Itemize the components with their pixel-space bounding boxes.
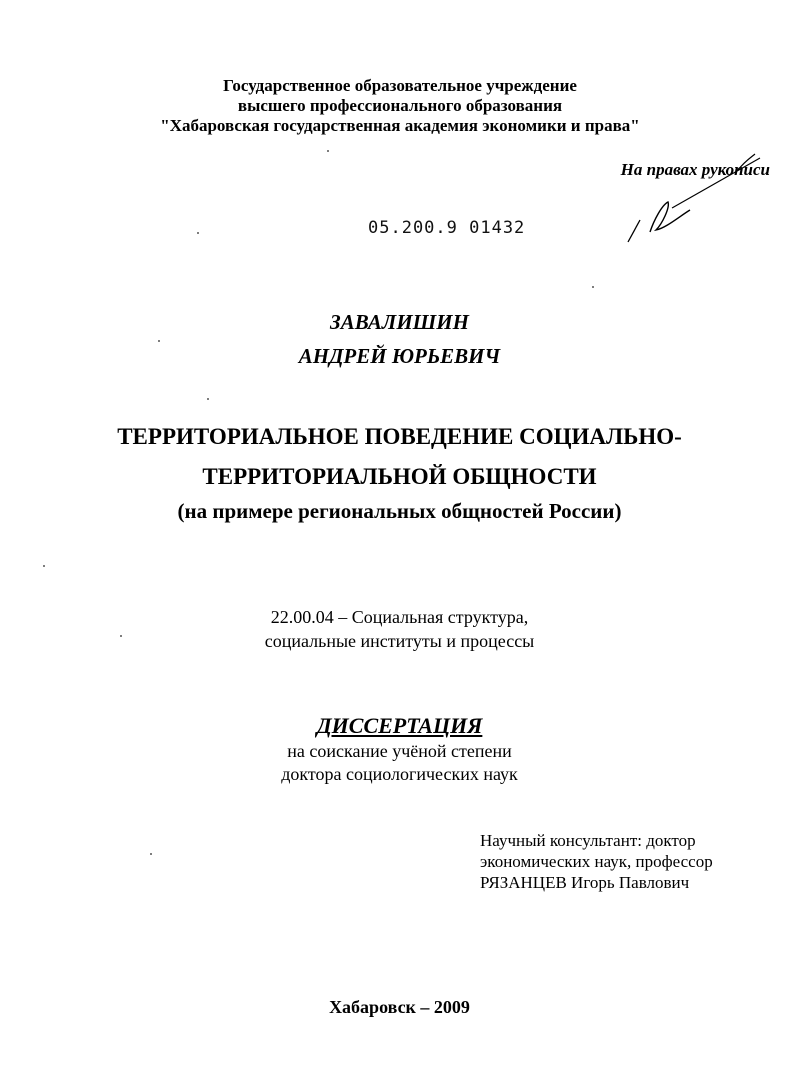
scientific-consultant — [480, 830, 780, 893]
author-given-names: АНДРЕЙ ЮРЬЕВИЧ — [298, 344, 501, 368]
institution-line-3: "Хабаровская государственная академия экономики и права" — [160, 116, 640, 135]
title-line-2: ТЕРРИТОРИАЛЬНОЙ ОБЩНОСТИ — [202, 464, 597, 489]
specialty-line-2: социальные институты и процессы — [264, 631, 535, 651]
city-year: Хабаровск – 2009 — [329, 997, 470, 1017]
dissertation-title — [20, 417, 779, 497]
institution-header — [40, 76, 760, 136]
degree-block — [0, 740, 799, 786]
scan-speck — [150, 853, 152, 855]
institution-line-2: высшего профессионального образования — [237, 96, 563, 115]
specialty-line-1: 22.00.04 – Социальная структура, — [270, 607, 529, 627]
scan-speck — [158, 340, 160, 342]
scan-speck — [197, 232, 199, 234]
degree-line-2: доктора социологических наук — [281, 764, 518, 784]
scan-speck — [327, 150, 329, 152]
scan-speck — [207, 398, 209, 400]
handwritten-signature — [610, 150, 770, 250]
consultant-line-2: экономических наук, профессор — [480, 852, 713, 871]
author-block — [0, 305, 799, 373]
institution-line-1: Государственное образовательное учреждение — [223, 76, 577, 95]
manuscript-rights-note: На правах рукописи — [620, 160, 770, 179]
specialty-block — [0, 605, 799, 653]
title-line-1: ТЕРРИТОРИАЛЬНОЕ ПОВЕДЕНИЕ СОЦИАЛЬНО- — [117, 424, 682, 449]
scan-speck — [120, 635, 122, 637]
registration-number: 05.200.9 01432 — [368, 218, 526, 238]
dissertation-subtitle: (на примере региональных общностей России) — [177, 499, 622, 523]
consultant-line-3: РЯЗАНЦЕВ Игорь Павлович — [480, 873, 690, 892]
scan-speck — [43, 565, 45, 567]
consultant-line-1: Научный консультант: доктор — [480, 831, 696, 850]
dissertation-label: ДИССЕРТАЦИЯ — [316, 713, 483, 738]
degree-line-1: на соискание учёной степени — [287, 741, 512, 761]
scan-speck — [592, 286, 594, 288]
author-surname: ЗАВАЛИШИН — [330, 310, 469, 334]
